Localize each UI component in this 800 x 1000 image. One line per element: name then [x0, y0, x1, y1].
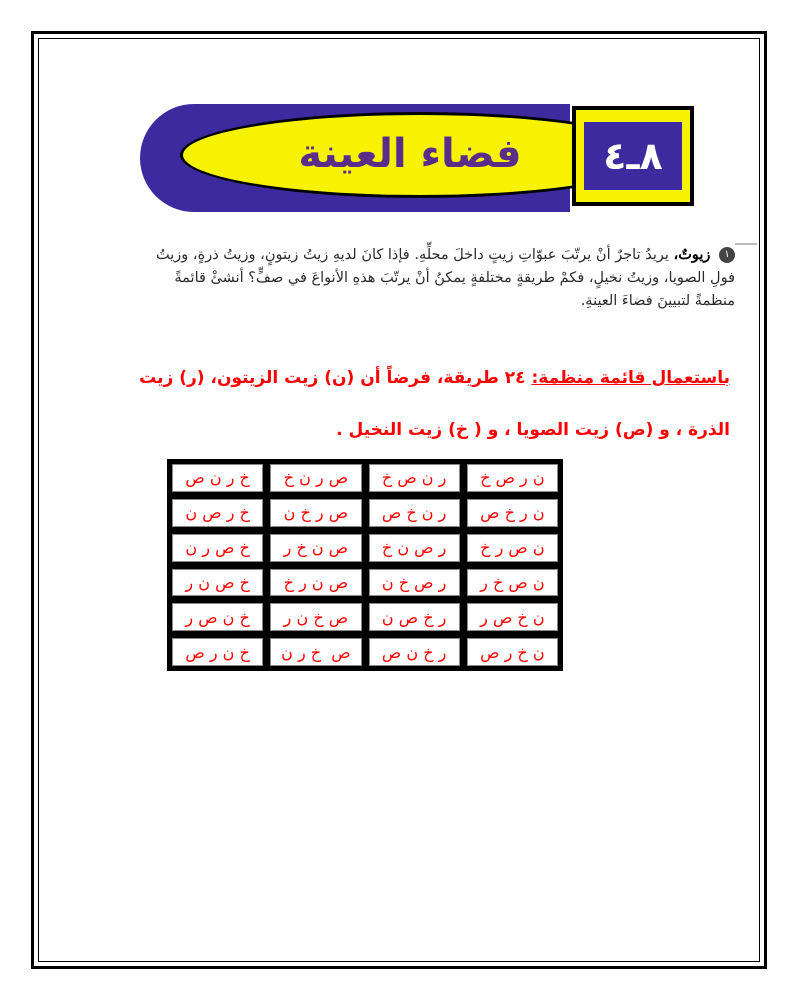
problem-text: يريدُ تاجرٌ أنْ يرتّبَ عبوّاتِ زيتٍ داخلَ محلِّهِ. فإذا كانَ لديهِ زيتُ زيتونٍ، وزيتُ ذرةٍ، وزيتُ فولِ الصويا، وزيتُ نخيلٍ، فكمْ طريقةٍ مختلفةٍ يمكنُ أنْ يرتّبَ هذهِ الأنواعَ في صفٍّ؟ أنشئْ قائمةً منظمةً لتبيينَ فضاءَ العينةِ. [156, 247, 735, 309]
table-cell: ن ص خ ر [465, 567, 560, 599]
table-cell: خ ص ر ن [170, 532, 265, 564]
table-cell: ر ص خ ن [367, 567, 462, 599]
lesson-title: فضاء العينة [298, 131, 522, 177]
problem-keyword: زيوتٌ، [673, 246, 711, 263]
table-cell: ص ن ر خ [268, 567, 363, 599]
problem-number: ١ [719, 247, 735, 263]
lesson-banner [140, 98, 700, 214]
answer-text [90, 352, 730, 456]
table-cell: ن ص ر خ [465, 532, 560, 564]
table-cell: ص ن خ ر [268, 532, 363, 564]
table-cell: خ ر ن ص [170, 462, 265, 494]
table-cell: ص ر خ ن [268, 497, 363, 529]
table-cell: ن ر ص خ [465, 462, 560, 494]
table-cell: ر ص ن خ [367, 532, 462, 564]
sample-space-table [167, 459, 563, 671]
problem-marker-rule [735, 243, 757, 245]
problem-statement [140, 243, 735, 313]
answer-line-1-text: ٢٤ طريقة، فرضاً أن (ن) زيت الزيتون، (ر) زيت [139, 368, 532, 388]
table-cell: ر ن خ ص [367, 497, 462, 529]
lesson-number: ٨ـ٤ [584, 122, 682, 190]
table-cell: ن خ ر ص [465, 636, 560, 668]
table-cell: ن خ ص ر [465, 601, 560, 633]
table-cell: ر خ ن ص [367, 636, 462, 668]
lesson-number-badge [572, 106, 694, 206]
table-cell: خ ن ر ص [170, 636, 265, 668]
table-cell: خ ر ص ن [170, 497, 265, 529]
table-cell: ن ر خ ص [465, 497, 560, 529]
table-cell: خ ن ص ر [170, 601, 265, 633]
answer-label: باستعمال قائمة منظمة: [531, 368, 730, 388]
answer-line-2: الذرة ، و (ص) زيت الصويا ، و ( خ) زيت النخيل . [336, 420, 730, 440]
table-cell: خ ص ن ر [170, 567, 265, 599]
table-cell: ر ن ص خ [367, 462, 462, 494]
table-cell: ص خ ر ن [268, 636, 363, 668]
answer-line-1 [90, 352, 730, 404]
table-cell: ص ر ن خ [268, 462, 363, 494]
table-cell: ص خ ن ر [268, 601, 363, 633]
table-cell: ر خ ص ن [367, 601, 462, 633]
